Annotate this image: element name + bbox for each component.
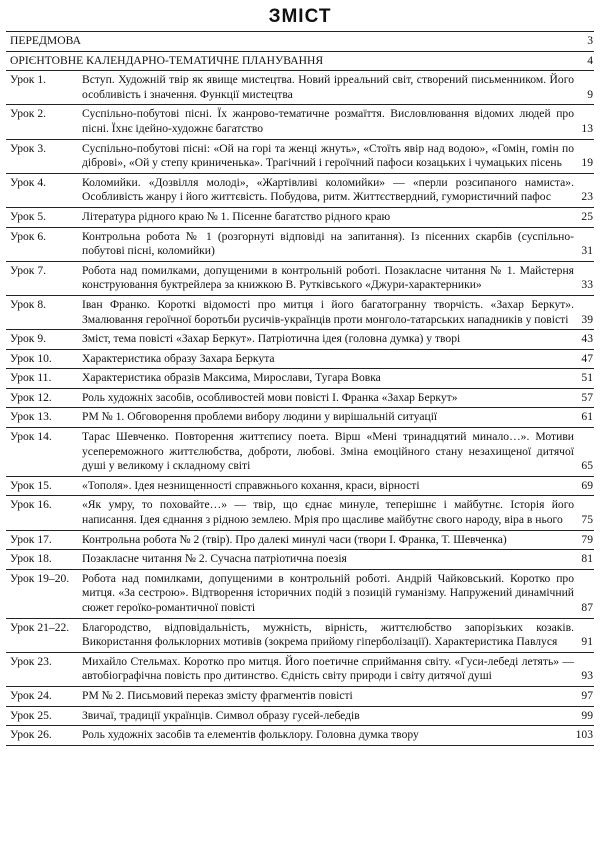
page-number: 93 [581, 669, 593, 683]
entry-title: Робота над помилками, допущеними в контрольній роботі. Позакласне читання № 1. Майстерня конструювання буктрейлера за книжкою В. Рутківського «Джури-характерники» [82, 263, 574, 292]
toc-entry [6, 71, 594, 105]
lesson-number: Урок 2. [10, 107, 47, 121]
page-number: 103 [575, 728, 593, 742]
toc-entry [6, 140, 594, 174]
entry-title: Контрольна робота № 2 (твір). Про далекі минулі часи (твори І. Франка, Т. Шевченка) [82, 532, 507, 546]
toc-entry [6, 687, 594, 707]
page-number: 19 [581, 156, 593, 170]
entry-title: Вступ. Художній твір як явище мистецтва. Новий ірреальний світ, створений письменником. Його особливість і значення. Функції мистецтва [82, 73, 574, 101]
lesson-number: Урок 11. [10, 371, 52, 385]
lesson-number: Урок 4. [10, 175, 47, 189]
toc-entry [6, 550, 594, 570]
lesson-number: Урок 3. [10, 141, 47, 155]
toc-entry [6, 619, 594, 653]
entry-title: Іван Франко. Короткі відомості про митця і його багатогранну творчість. «Захар Беркут». Змалювання героїчної боротьби русичів-українців проти монголо-татарських нападників у повісті [82, 297, 574, 326]
toc-entry [6, 330, 594, 350]
toc-entry [6, 477, 594, 497]
toc-entry [6, 105, 594, 139]
toc-entry [6, 369, 594, 389]
page-number: 97 [581, 688, 593, 702]
lesson-number: Урок 18. [10, 552, 52, 566]
lesson-number: Урок 13. [10, 410, 52, 424]
entry-title: ОРІЄНТОВНЕ КАЛЕНДАРНО-ТЕМАТИЧНЕ ПЛАНУВАННЯ [10, 53, 324, 67]
lesson-number: Урок 10. [10, 351, 52, 365]
toc-entry [6, 174, 594, 208]
lesson-number: Урок 24. [10, 688, 52, 702]
entry-title: Звичаї, традиції українців. Символ образу гусей-лебедів [82, 708, 360, 722]
entry-title: Тарас Шевченко. Повторення життєпису поета. Вірш «Мені тринадцятий минало…». Мотиви усепереможного життєлюбства, доброти, любові. Зміна емоційного стану незахищеної дитячої душі у великому і складному світі [82, 430, 574, 473]
page-number: 79 [581, 532, 593, 546]
toc-entry [6, 408, 594, 428]
page-number: 57 [581, 390, 593, 404]
toc-entry [6, 228, 594, 262]
page-number: 61 [581, 410, 593, 424]
lesson-number: Урок 17. [10, 532, 52, 546]
entry-title: Благородство, відповідальність, мужність, вірність, життєлюбство запорізьких козаків. Використання фольклорних мотивів (зокрема прийому гіперболізації). Характеристика Павлуся [82, 620, 574, 649]
toc-entry [6, 653, 594, 687]
entry-title: Характеристика образів Максима, Мирослави, Тугара Вовка [82, 371, 381, 385]
page-number: 9 [587, 87, 593, 101]
page-title: ЗМІСТ [268, 6, 332, 27]
page-number: 99 [581, 708, 593, 722]
page-number: 69 [581, 478, 593, 492]
lesson-number: Урок 5. [10, 209, 47, 223]
page-number: 47 [581, 351, 593, 365]
page-number: 81 [581, 552, 593, 566]
page-number: 33 [581, 278, 593, 292]
lesson-number: Урок 16. [10, 498, 52, 512]
entry-title: Робота над помилками, допущеними в контрольній роботі. Андрій Чайковський. Коротко про митця. «За сестрою». Відтворення історичних подій з позицій гуманізму. Напружений динамічний сюжет героїко-романтичної повісті [82, 571, 574, 614]
page-number: 87 [581, 601, 593, 614]
lesson-number: Урок 6. [10, 229, 47, 243]
page-number: 13 [581, 121, 593, 135]
page-number: 25 [581, 209, 593, 223]
lesson-number: Урок 23. [10, 654, 52, 668]
entry-title: Характеристика образу Захара Беркута [82, 351, 275, 365]
page-number: 39 [581, 312, 593, 326]
lesson-number: Урок 12. [10, 390, 52, 404]
toc-entry [6, 707, 594, 727]
entry-title: Коломийки. «Дозвілля молоді», «Жартівливі коломийки» — «перли розсипаного намиста». Особливість жанру і його життєвість. Побудова, ритм. Життєствердний, гумористичний пафос [82, 175, 574, 204]
lesson-number: Урок 8. [10, 297, 47, 311]
page-number: 31 [581, 244, 593, 258]
lesson-number: Урок 14. [10, 430, 52, 444]
lesson-number: Урок 9. [10, 332, 47, 346]
entry-title: «Тополя». Ідея незнищенності справжнього кохання, краси, вірності [82, 478, 420, 492]
lesson-number: Урок 7. [10, 263, 47, 277]
page-number: 51 [581, 371, 593, 385]
page-number: 23 [581, 190, 593, 204]
page-number: 75 [581, 513, 593, 527]
entry-title: ПЕРЕДМОВА [10, 34, 81, 47]
entry-title: Позакласне читання № 2. Сучасна патріотична поезія [82, 552, 347, 566]
page-number: 43 [581, 332, 593, 346]
page-number: 3 [587, 34, 593, 47]
entry-title: Михайло Стельмах. Коротко про митця. Його поетичне сприймання світу. «Гуси-лебеді летять» — автобіографічна повість про дитинство. Єдність світу природи і світу дитячої душі [82, 654, 574, 683]
toc-entry [6, 32, 594, 52]
page-number: 91 [581, 635, 593, 649]
toc-entry [6, 726, 594, 746]
entry-title: Суспільно-побутові пісні. Їх жанрово-тематичне розмаїття. Висловлювання відомих людей про пісні. Їхнє ідейно-художнє багатство [82, 107, 574, 135]
toc-entry [6, 262, 594, 296]
toc-entry [6, 350, 594, 370]
toc-entry [6, 496, 594, 530]
entry-title: Роль художніх засобів та елементів фольклору. Головна думка твору [82, 728, 419, 742]
entry-title: Роль художніх засобів, особливостей мови повісті І. Франка «Захар Беркут» [82, 390, 458, 404]
toc-entry [6, 52, 594, 72]
entry-title: Контрольна робота № 1 (розгорнуті відповіді на запитання). Із пісенних скарбів (суспільно-побутові пісні, коломийки) [82, 229, 574, 258]
entry-title: Література рідного краю № 1. Пісенне багатство рідного краю [82, 209, 391, 223]
toc-entry [6, 296, 594, 330]
toc-entry [6, 428, 594, 477]
lesson-number: Урок 19–20. [10, 571, 70, 585]
page-number: 65 [581, 459, 593, 473]
entry-title: РМ № 1. Обговорення проблеми вибору людини у вирішальній ситуації [82, 410, 438, 424]
lesson-number: Урок 1. [10, 73, 47, 87]
table-of-contents [6, 31, 594, 746]
lesson-number: Урок 21–22. [10, 620, 70, 634]
lesson-number: Урок 15. [10, 478, 52, 492]
lesson-number: Урок 26. [10, 728, 52, 742]
page-number: 4 [587, 53, 593, 67]
toc-entry [6, 531, 594, 551]
toc-entry [6, 208, 594, 228]
toc-entry [6, 389, 594, 409]
entry-title: Суспільно-побутові пісні: «Ой на горі та женці жнуть», «Стоїть явір над водою», «Гомін, гомін по діброві», «Ой у степу криниченька». Трагічний і героїчний пафоси козацьких і чумацьких пісень [82, 141, 574, 170]
entry-title: РМ № 2. Письмовий переказ змісту фрагментів повісті [82, 688, 353, 702]
entry-title: Зміст, тема повісті «Захар Беркут». Патріотична ідея (головна думка) у творі [82, 332, 461, 346]
lesson-number: Урок 25. [10, 708, 52, 722]
toc-entry [6, 570, 594, 619]
entry-title: «Як умру, то поховайте…» — твір, що єднає минуле, теперішнє і майбутнє. Історія його написання. Ідея єднання з рідною землею. Мрія про щасливе майбутнє свого народу, віра в нього [82, 498, 574, 527]
